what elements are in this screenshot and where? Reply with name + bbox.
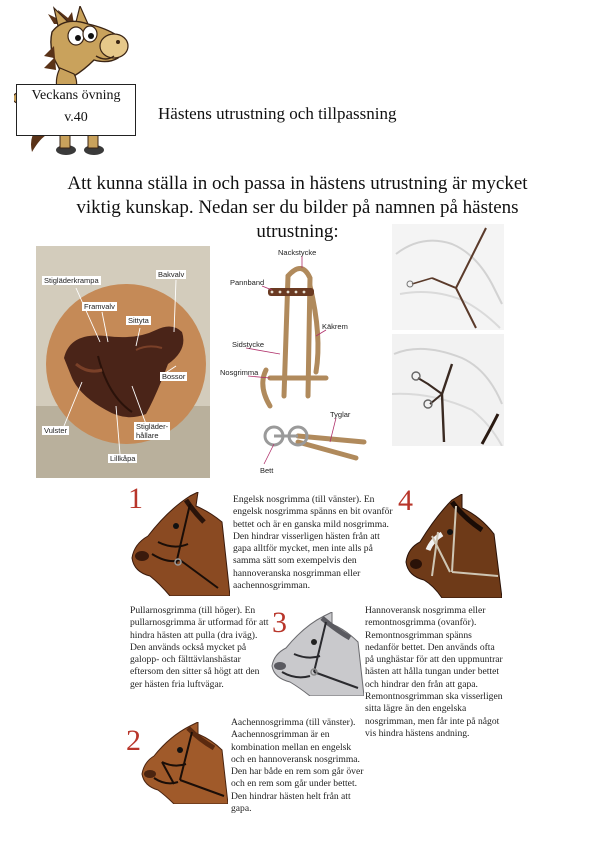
noseband-2-text: Aachennosgrimma (till vänster). Aachennosgrimman är en kombination mellan en engelsk och en hannoveransk nosgrimma. Den har både en rem som går över och en rem som går under bettet. Den hindrar hästen helt från att gapa. bbox=[231, 717, 364, 815]
saddle-diagram bbox=[36, 246, 210, 478]
label-kakrem: Käkrem bbox=[322, 322, 348, 331]
label-sittyta: Sittyta bbox=[128, 316, 149, 325]
label-nosgrimma: Nosgrimma bbox=[220, 368, 259, 377]
intro-paragraph: Att kunna ställa in och passa in hästens utrustning är mycket viktig kunskap. Nedan ser du bilder på namnen på hästens utrustning: bbox=[67, 173, 528, 242]
badge-week: v.40 bbox=[64, 110, 88, 125]
noseband-3-number: 3 bbox=[272, 606, 287, 639]
label-sidstycke: Sidstycke bbox=[232, 340, 265, 349]
label-nackstycke: Nackstycke bbox=[278, 248, 317, 257]
bridle-diagram bbox=[218, 246, 368, 478]
martingale-photo-top bbox=[392, 224, 504, 330]
noseband-3-text: Hannoveransk nosgrimma eller remontnosgrimma (ovanför). Remontnosgrimman spänns nedanför bettet. Den används ofta på unghästar för att den uppmuntrar hästen att hålla tungan under bettet och hindrar den från att gapa. Remontnosgrimman ska visserligen sitta lägre än den engelska nosgrimman, men får inte på något vis hindra hästens andning. bbox=[365, 605, 503, 739]
label-tyglar: Tyglar bbox=[330, 410, 351, 419]
horse-head-grakle-noseband bbox=[402, 494, 502, 598]
badge-title: Veckans övning bbox=[31, 88, 121, 103]
label-stiglader-line1: Stigläder- bbox=[136, 422, 169, 431]
label-pannband: Pannband bbox=[230, 278, 265, 287]
horse-head-flash-noseband bbox=[140, 722, 228, 804]
label-stigladerkrampa: Stigläderkrampa bbox=[44, 276, 99, 285]
page-title: Hästens utrustning och tillpassning bbox=[158, 104, 397, 123]
noseband-1-text: Engelsk nosgrimma (till vänster). En engelsk nosgrimma spänns en bit ovanför bettet och är en ganska mild nosgrimma. Den hindrar visserligen hästen från att gapa alltför mycket, men inte alls på samma sätt som exempelvis den hannoveranska nosgrimman eller aachennosgrimman. bbox=[233, 494, 393, 592]
label-vulster: Vulster bbox=[44, 426, 68, 435]
label-bakvalv: Bakvalv bbox=[158, 270, 185, 279]
label-bett: Bett bbox=[260, 466, 274, 475]
label-lillkapa: Lillkåpa bbox=[110, 454, 136, 463]
label-bossor: Bossor bbox=[162, 372, 186, 381]
noseband-2-number: 2 bbox=[126, 724, 141, 757]
label-stiglader-hallare bbox=[134, 422, 170, 440]
label-framvalv: Framvalv bbox=[84, 302, 115, 311]
noseband-4-text: Pullarnosgrimma (till höger). En pullarnosgrimma är utformad för att hindra hästen att pulla (dra iväg). Den används också mycket på galopp- och fälttävlanshästar eftersom den sitter så högt att den ger hästen fria luftvägar. bbox=[130, 605, 269, 690]
horse-head-hanoverian-noseband bbox=[270, 612, 364, 696]
noseband-4-number: 4 bbox=[398, 484, 413, 517]
noseband-1-number: 1 bbox=[128, 482, 143, 515]
martingale-photo-bottom bbox=[392, 334, 504, 446]
label-stiglader-line2: hållare bbox=[136, 431, 159, 440]
week-badge bbox=[16, 84, 136, 136]
horse-head-english-noseband bbox=[130, 492, 230, 596]
